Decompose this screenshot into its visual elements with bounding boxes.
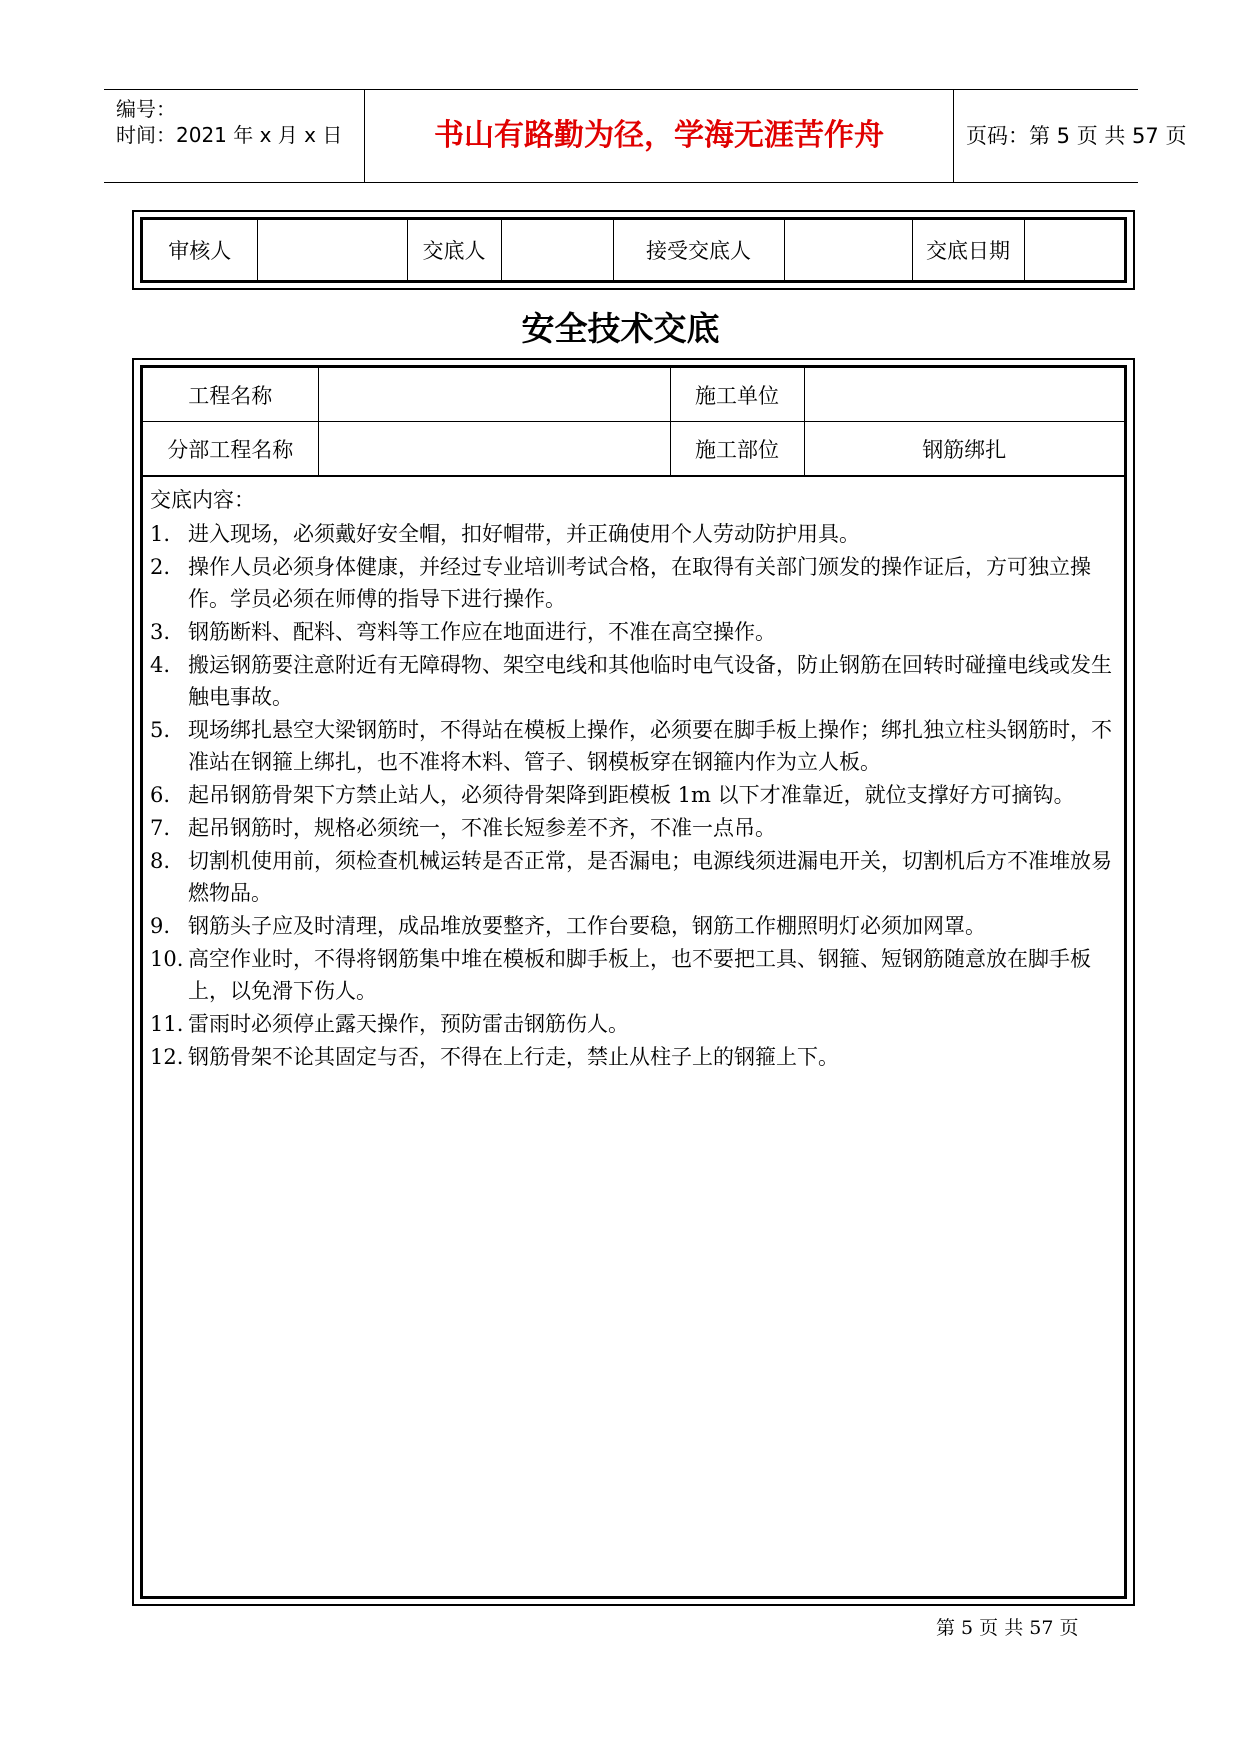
list-item — [150, 812, 1118, 844]
list-item — [150, 910, 1118, 942]
list-item — [150, 714, 1118, 778]
list-item — [150, 943, 1118, 1007]
construction-unit-field[interactable] — [804, 368, 1124, 422]
page-header — [104, 89, 1187, 183]
list-item — [150, 1008, 1118, 1040]
item-number: 10. — [150, 947, 184, 971]
reviewer-label: 审核人 — [168, 239, 232, 263]
header-motto: 书山有路勤为径，学海无涯苦作舟 — [434, 118, 884, 153]
list-item — [150, 779, 1118, 811]
item-number: 9. — [150, 914, 171, 938]
item-text: 高空作业时，不得将钢筋集中堆在模板和脚手板上，也不要把工具、钢箍、短钢筋随意放在脚手板上，以免滑下伤人。 — [188, 947, 1091, 1003]
item-text: 起吊钢筋时，规格必须统一，不准长短参差不齐，不准一点吊。 — [188, 816, 776, 840]
construction-unit-label: 施工单位 — [670, 368, 804, 422]
disclosure-form — [132, 358, 1135, 1606]
item-number: 12. — [150, 1045, 184, 1069]
project-name-field[interactable] — [318, 368, 670, 422]
receiver-field[interactable] — [784, 220, 912, 280]
document-time-label: 时间：2021 年 x 月 x 日 — [116, 123, 343, 147]
header-page-info: 页码：第 5 页 共 57 页 — [966, 124, 1187, 148]
page-title: 安全技术交底 — [521, 309, 720, 348]
construction-part-label: 施工部位 — [670, 422, 804, 477]
header-meta — [104, 90, 364, 182]
item-text: 现场绑扎悬空大梁钢筋时，不得站在模板上操作，必须要在脚手板上操作；绑扎独立柱头钢筋时，不准站在钢箍上绑扎，也不准将木料、管子、钢模板穿在钢箍内作为立人板。 — [188, 718, 1112, 774]
item-text: 钢筋骨架不论其固定与否，不得在上行走，禁止从柱子上的钢箍上下。 — [188, 1045, 839, 1069]
subproject-name-field[interactable] — [318, 422, 670, 477]
list-item — [150, 649, 1118, 713]
item-text: 切割机使用前，须检查机械运转是否正常，是否漏电；电源线须进漏电开关，切割机后方不准堆放易燃物品。 — [188, 849, 1112, 905]
subproject-name-label: 分部工程名称 — [143, 422, 318, 477]
item-text: 钢筋断料、配料、弯料等工作应在地面进行，不准在高空操作。 — [188, 620, 776, 644]
item-number: 8. — [150, 849, 171, 873]
signoff-table — [132, 210, 1135, 290]
item-text: 钢筋头子应及时清理，成品堆放要整齐，工作台要稳，钢筋工作棚照明灯必须加网罩。 — [188, 914, 986, 938]
header-divider — [953, 90, 954, 182]
item-number: 4. — [150, 653, 171, 677]
discloser-label: 交底人 — [407, 220, 501, 280]
reviewer-field[interactable] — [257, 220, 407, 280]
project-name-label: 工程名称 — [143, 368, 318, 422]
receiver-label: 接受交底人 — [613, 220, 784, 280]
content-heading: 交底内容： — [150, 488, 255, 512]
list-item — [150, 1041, 1118, 1073]
project-info-table — [143, 368, 1124, 477]
disclosure-content — [150, 484, 1118, 1074]
item-text: 雷雨时必须停止露天操作，预防雷击钢筋伤人。 — [188, 1012, 629, 1036]
item-number: 2. — [150, 555, 171, 579]
disclosure-date-label: 交底日期 — [912, 220, 1024, 280]
list-item — [150, 551, 1118, 615]
disclosure-date-field[interactable] — [1024, 220, 1124, 280]
item-text: 操作人员必须身体健康，并经过专业培训考试合格，在取得有关部门颁发的操作证后，方可独立操作。学员必须在师傅的指导下进行操作。 — [188, 555, 1091, 611]
page-footer: 第 5 页 共 57 页 — [936, 1617, 1079, 1639]
item-number: 5. — [150, 718, 171, 742]
item-number: 6. — [150, 783, 171, 807]
item-number: 3. — [150, 620, 171, 644]
construction-part-field[interactable]: 钢筋绑扎 — [804, 422, 1124, 477]
document-number-label: 编号： — [116, 97, 176, 121]
discloser-field[interactable] — [501, 220, 613, 280]
list-item — [150, 518, 1118, 550]
item-number: 1. — [150, 522, 171, 546]
item-number: 7. — [150, 816, 171, 840]
item-number: 11. — [150, 1012, 184, 1036]
safety-rules-list — [150, 518, 1118, 1073]
item-text: 起吊钢筋骨架下方禁止站人，必须待骨架降到距模板 1m 以下才准靠近，就位支撑好方可摘钩。 — [188, 783, 1075, 807]
list-item — [150, 845, 1118, 909]
item-text: 进入现场，必须戴好安全帽，扣好帽带，并正确使用个人劳动防护用具。 — [188, 522, 860, 546]
item-text: 搬运钢筋要注意附近有无障碍物、架空电线和其他临时电气设备，防止钢筋在回转时碰撞电线或发生触电事故。 — [188, 653, 1112, 709]
list-item — [150, 616, 1118, 648]
